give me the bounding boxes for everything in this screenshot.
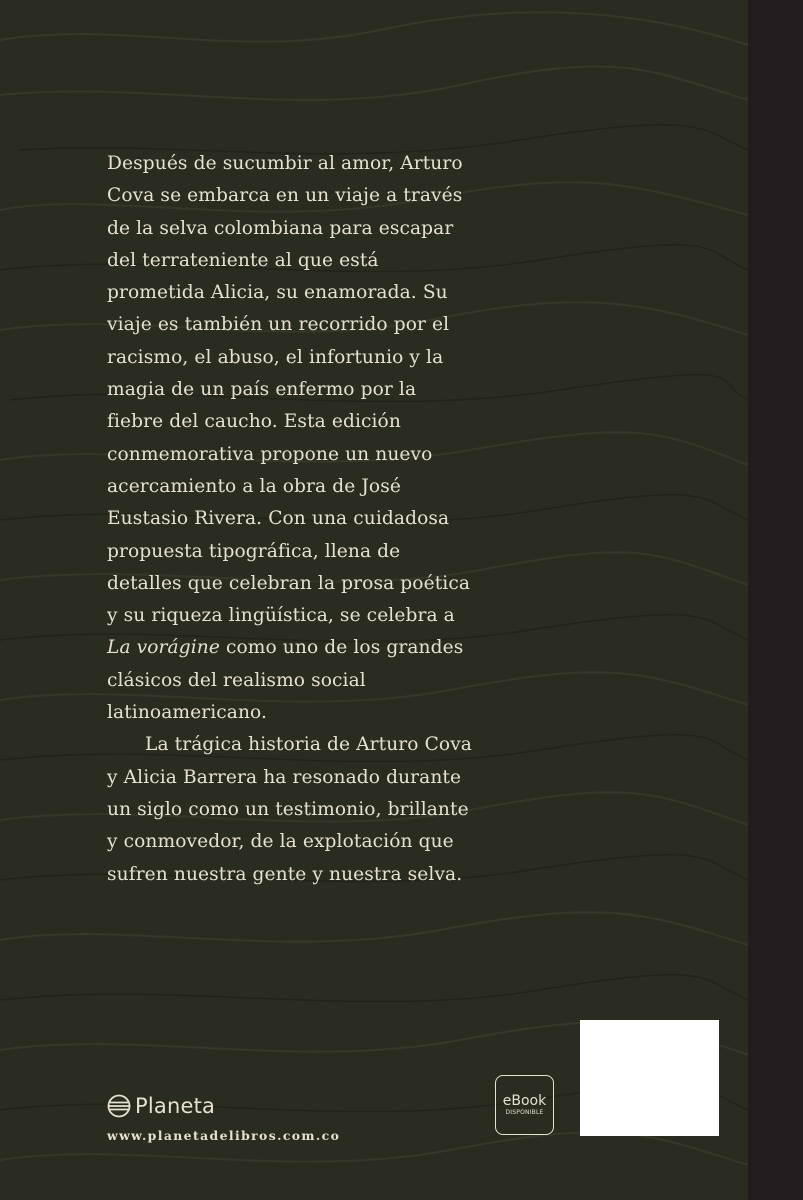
spine-edge [748, 0, 803, 1200]
publisher-logo [107, 1094, 215, 1118]
book-title-italic: La vorágine [107, 637, 220, 659]
blurb-paragraph-1-text-b: como uno de los grandes clásicos del realismo social latinoamericano. [107, 637, 464, 724]
ebook-badge-subtitle: DISPONIBLE [505, 1109, 544, 1116]
blurb-paragraph-1 [107, 148, 477, 729]
planeta-globe-icon [107, 1094, 131, 1118]
ebook-badge-title: eBook [502, 1093, 547, 1109]
publisher-url: www.planetadelibros.com.co [107, 1128, 341, 1143]
barcode-area [580, 1020, 719, 1136]
back-cover-blurb [107, 148, 477, 891]
ebook-available-badge [495, 1075, 554, 1135]
blurb-paragraph-2: La trágica historia de Arturo Cova y Alicia Barrera ha resonado durante un siglo como un testimonio, brillante y conmovedor, de la explotación que sufren nuestra gente y nuestra selva. [107, 734, 472, 885]
publisher-name: Planeta [135, 1094, 216, 1118]
blurb-paragraph-1-text-a: Después de sucumbir al amor, Arturo Cova se embarca en un viaje a través de la selva colombiana para escapar del terrateniente al que está prometida Alicia, su enamorada. Su viaje es también un recorrido por el racismo, el abuso, el infortunio y la magia de un país enfermo por la fiebre del caucho. Esta edición conmemorativa propone un nuevo acercamiento a la obra de José Eustasio Rivera. Con una cuidadosa propuesta tipográfica, llena de detalles que celebran la prosa poética y su riqueza lingüística, se celebra a [107, 153, 471, 627]
